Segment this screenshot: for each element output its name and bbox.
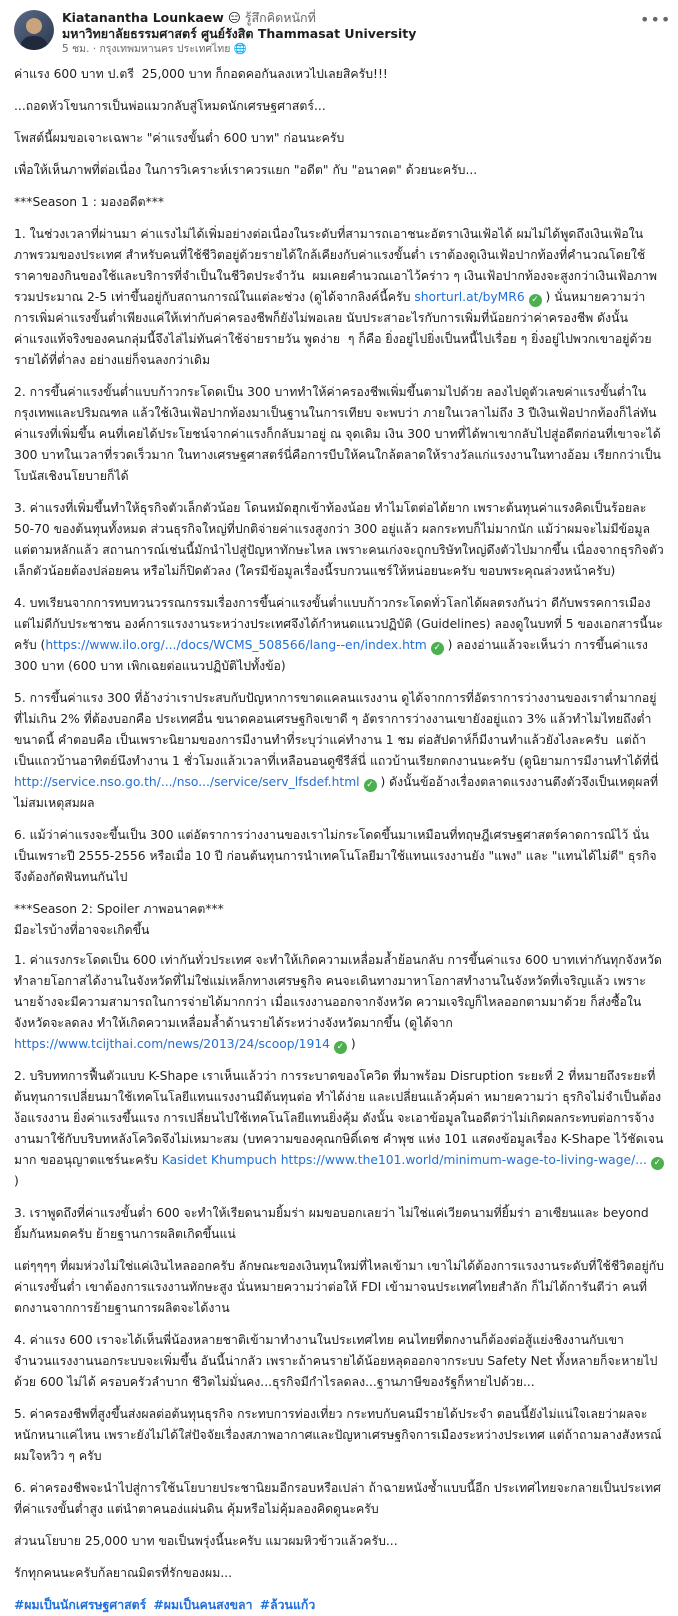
post-paragraph: รักทุกคนนะครับก้ลยาณมิตรที่รักของผม...: [14, 1566, 233, 1580]
section-heading: ***Season 1 : มองอดีต***: [14, 195, 165, 209]
section-heading: ***Season 2: Spoiler ภาพอนาคต*** มีอะไรบ้างที่อาจจะเกิดขึ้น: [14, 902, 224, 937]
post-paragraph: โพสต์นี้ผมขอเจาะเฉพาะ "ค่าแรงขั้นต่ำ 600 บาท" ก่อนนะครับ: [14, 131, 345, 145]
hashtag[interactable]: #ผมเป็นนักเศรษฐศาสตร์: [14, 1598, 147, 1612]
post-paragraph: ส่วนนโยบาย 25,000 บาท ขอเป็นพรุ่งนี้นะครับ แมวผมหิวข้าวแล้วครับ...: [14, 1534, 398, 1548]
author-name[interactable]: Kiatanantha Lounkaew: [62, 10, 224, 25]
the101-link[interactable]: Kasidet Khumpuch https://www.the101.world/minimum-wage-to-living-wage/...: [161, 1153, 647, 1167]
post-paragraph: 1. ในช่วงเวลาที่ผ่านมา ค่าแรงไม่ได้เพิ่มอย่างต่อเนื่องในระดับที่สามารถเอาชนะอัตราเงินเฟ้อได้ ผมไม่ได้พูดถึงเงินเฟ้อในภาพรวมของประเทศ สำหรับคนที่ใช้ชีวิตอยู่ด้วยรายได้ใกล้เคียงกับค่าแรงขั้นต่ำ เราต้องดูเงินเฟ้อปากท้องที่คำนวณโดยใช้ราคาของกินของใช้และบริการที่จำเป็นในชีวิตประจำวัน ผมเคยคำนวณเอาไว้คร่าว ๆ เงินเฟ้อปากท้องจะสูงกว่าเงินเฟ้อภาพรวมประมาณ 2-5 เท่าขึ้นอยู่กับสถานการณ์ในแต่ละช่วง (ดูได้จากลิงค์นี้ครับ shorturl.at/byMR6 ✓ ) นั่นหมายความว่า การเพิ่มค่าแรงขั้นต่ำเพียงแค่ให้เท่ากับค่าครองชีพก็ยังไม่พอเลย นับประสาอะไรกับการเพิ่มที่น้อยกว่าค่าครองชีพ ดังนั้น ค่าแรงแท้จริงของคนกลุ่มนี้จึงไล่ไม่ทันค่าใช้จ่ายรายวัน พูดง่าย ๆ ก็คือ ยิ่งอยู่ไปยิ่งเป็นหนี้ไปเรื่อย ๆ ยิ่งอยู่ไปพวกเขาอยู่ด้วยรายได้ที่ต่ำลง อย่างแย่ก็จนลงกว่าเดิม: [14, 227, 657, 367]
post-paragraph: ...ถอดหัวโขนการเป็นพ่อแมวกลับสู่โหมดนักเศรษฐศาสตร์...: [14, 99, 326, 113]
post-paragraph: 3. เราพูดถึงที่ค่าแรงขั้นต่ำ 600 จะทำให้เรียดนามยิ้มร่า ผมขอบอกเลยว่า ไม่ใช่แค่เวียดนามที่ยิ้มร่า อาเซียนและ beyond ยิ้มกันหมดครับ ย้ายฐานการผลิตเกิดขึ้นแน่: [14, 1206, 653, 1241]
post-paragraph: 4. ค่าแรง 600 เราจะได้เห็นพี่น้องหลายชาติเข้ามาทำงานในประเทศไทย คนไทยที่ตกงานก็ต้องต่อสู้แย่งชิงงานกับเขา จำนวนแรงงานนอกระบบจะเพิ่มขึ้น อันนี้น่ากลัว เพราะถ้าคนรายได้น้อยหลุดออกจากระบบ Safety Net ทั้งหลายก็จะหายไปด้วย 600 ไม่ได้ ครอบครัวลำบาก ชีวิตไม่มั่นคง...ธุรกิจมีกำไรลดลง...ฐานภาษีของรัฐก็หายไปด้วย...: [14, 1333, 658, 1389]
post-paragraph: ค่าแรง 600 บาท ป.ตรี 25,000 บาท ก็กอดคอกันลงเหวไปเลยสิครับ!!!: [14, 67, 388, 81]
post-paragraph: 5. การขึ้นค่าแรง 300 ที่อ้างว่าเราประสบกับปัญหาการขาดแคลนแรงงาน ดูได้จากการที่อัตราการว่างงานของเราต่ำมากอยู่ที่ไม่เกิน 2% ที่ต้องบอกคือ ประเทศอื่น ขนาดคอนเศรษฐกิจเขาดี ๆ อัตราการว่างงานเขายังอยู่แถว 3% แล้วทำไมไทยถึงต่ำขนาดนี้ คำตอบคือ เป็นเพราะนิยามของการมีงานทำที่ระบุว่าแค่ทำงาน 1 ชม ต่อสัปดาห์ก็มีงานทำแล้วยังไงละครับ แต่ถ้าเป็นแถวบ้านอาทิตย์นึงทำงาน 1 ชั่วโมงแล้วเวลาที่เหลือนอนดูซีรีส์นี่ แถวบ้านเรียกตกงานนะครับ (ดูนิยามการมีงานทำได้ที่นี่ http://service.nso.go.th/.../nso.../service/serv_lfsdef.html ✓ ) ดังนั้นข้ออ้างเรื่องตลาดแรงงานตึงตัวจึงเป็นเหตุผลที่ไม่สมเหตุสมผล: [14, 691, 659, 810]
feeling-text: รู้สึกคิดหนักที่: [244, 10, 316, 25]
post-time[interactable]: 5 ชม.: [62, 43, 90, 55]
post-body: [14, 64, 668, 1616]
post-paragraph: แต่ๆๆๆๆ ที่ผมห่วงไม่ใช่แค่เงินไหลออกครับ ลักษณะของเงินทุนใหม่ที่ไหลเข้ามา เขาไม่ได้ต้องการแรงงานระดับที่ใช้ชีวิตอยู่กับค่าแรงขั้นต่ำ เขาต้องการแรงงานทักษะสูง นั่นหมายความว่าต่อให้ FDI เข้ามาจนประเทศไทยสำลัก ก็ไม่ได้การันตีว่า คนที่ตกงานจากการย้ายฐานการผลิตจะได้งาน: [14, 1259, 664, 1315]
post-paragraph: 1. ค่าแรงกระโดดเป็น 600 เท่ากันทั่วประเทศ จะทำให้เกิดความเหลื่อมล้ำย้อนกลับ การขึ้นค่าแรง 600 บาทเท่ากันทุกจังหวัด ทำลายโอกาสได้งานในจังหวัดที่ไม่ใช่แม่เหล็กทางเศรษฐกิจ คนจะเดินทางมาหาโอกาสทำงานในจังหวัดที่เจริญแล้ว เพราะนายจ้างจะมีความสามารถในการจ่ายได้มากกว่า เมื่อแรงงานออกจากจังหวัด ความเจริญก็ไหลออกตามมาด้วย ก็ส่งซื้อในจังหวัดจะลดลง ทำให้เกิดความเหลื่อมล้ำด้านรายได้ระหว่างจังหวัดมากขึ้น (ดูได้จาก https://www.tcijthai.com/news/2013/24/scoop/1914 ✓ ): [14, 953, 666, 1052]
ilo-link[interactable]: https://www.ilo.org/.../docs/WCMS_508566/lang--en/index.htm: [45, 638, 427, 652]
post-paragraph: 6. ค่าครองชีพจะนำไปสู่การใช้นโยบายประชานิยมอีกรอบหรือเปล่า ถ้าฉายหนังซ้ำแบบนี้อีก ประเทศไทยจะกลายเป็นประเทศที่ค่าแรงขั้นต่ำสูง แต่นำตาคนอง่แผ่นดิน คุ้มหรือไม่คุ้มลองคิดดูนะครับ: [14, 1481, 661, 1516]
place-name[interactable]: มหาวิทยาลัยธรรมศาสตร์ ศูนย์รังสิต Thammasat University: [62, 26, 417, 41]
nso-link[interactable]: http://service.nso.go.th/.../nso.../service/serv_lfsdef.html: [14, 775, 360, 789]
post-paragraph: 4. บทเรียนจากการทบทวนวรรณกรรมเรื่องการขึ้นค่าแรงขั้นต่ำแบบก้าวกระโดดทั่วโลกได้ผลตรงกันว่า ดีกับพรรคการเมือง แต่ไม่ดีกับประชาชน องค์การแรงงานระหว่างประเทศจึงได้กำหนดแนวปฏิบัติ (Guidelines) ลองดูในบทที่ 5 ของเอกสารนี้นะครับ (https://www.ilo.org/.../docs/WCMS_508566/lang--en/index.htm ✓ ) ลองอ่านแล้วจะเห็นว่า การขึ้นค่าแรง 300 บาท (600 บาท เพิกเฉยต่อแนวปฏิบัติไปทั้งข้อ): [14, 596, 663, 673]
verified-check-icon: ✓: [651, 1157, 664, 1170]
post-paragraph: 2. การขึ้นค่าแรงขั้นต่ำแบบก้าวกระโดดเป็น 300 บาททำให้ค่าครองชีพเพิ่มขึ้นตามไปด้วย ลองไปดูตัวเลขค่าแรงขั้นต่ำในกรุงเทพและปริมณฑล แล้วใช้เงินเฟ้อปากท้องมาเป็นฐานในการเทียบ จะพบว่า ภายในเวลาไม่ถึง 3 ปีเงินเฟ้อปากท้องก็ไล่ทันค่าแรงที่เพิ่มขึ้น คนที่เคยได้ประโยชน์จากค่าแรงก็กลับมาอยู่ ณ จุดเดิม เงิน 300 บาทที่ได้พาเขากลับไปสู่อดีตก่อนที่เขาจะได้ 300 บาทในเวลาที่รวดเร็วมาก ในทางเศรษฐศาสตร์นี่คือการบีบให้คนใกล้ตลาดให้รางวัลแก่แรงงานในทางอ้อม เรียกกว่าเป็นโบนัสเชิงนโยบายก็ได้: [14, 385, 665, 483]
post-header: [14, 10, 672, 62]
post-location[interactable]: กรุงเทพมหานคร ประเทศไทย: [99, 43, 231, 55]
verified-check-icon: ✓: [364, 779, 377, 792]
shorturl-link[interactable]: shorturl.at/byMR6: [414, 290, 525, 304]
more-options-icon[interactable]: •••: [640, 10, 672, 29]
hashtags: [14, 1595, 664, 1616]
tcijthai-link[interactable]: https://www.tcijthai.com/news/2013/24/scoop/1914: [14, 1037, 330, 1051]
verified-check-icon: ✓: [334, 1041, 347, 1054]
post-paragraph: 6. แม้ว่าค่าแรงจะขึ้นเป็น 300 แต่อัตราการว่างงานของเราไม่กระโดดขึ้นมาเหมือนที่ทฤษฎีเศรษฐศาสตร์คาดการณ์ไว้ นั่นเป็นเพราะปี 2555-2556 หรือเมื่อ 10 ปี ก่อนต้นทุนการนำเทคโนโลยีมาใช้แทนแรงงานยัง "แพง" และ "แทนได้ไม่ดี" ธุรกิจจึงต้องกัดฟันทนกันไป: [14, 828, 657, 884]
hashtag[interactable]: #ล้วนแก้ว: [259, 1598, 316, 1612]
feeling-emoji: 😑: [227, 10, 241, 25]
verified-check-icon: ✓: [529, 294, 542, 307]
author-info: [62, 10, 640, 57]
globe-icon: 🌐: [233, 43, 247, 55]
post-paragraph: 3. ค่าแรงที่เพิ่มขึ้นทำให้ธุรกิจตัวเล็กตัวน้อย โดนหมัดฮุกเข้าท้องน้อย ทำไมโตต่อได้ยาก เพราะต้นทุนค่าแรงคิดเป็นร้อยละ 50-70 ของต้นทุนทั้งหมด ส่วนธุรกิจใหญ่ที่ปกติจ่ายค่าแรงสูงกว่า 300 อยู่แล้ว ผลกระทบก็ไม่มากนัก แม้ว่าผมจะไม่มีข้อมูล แต่ตามหลักแล้ว สถานการณ์เช่นนี้มักนำไปสู่ปัญหาทักษะไหล เพราะคนเก่งจะถูกบริษัทใหญ่ดึงตัวไปมากขึ้น เนื่องจากธุรกิจตัวเล็กตัวน้อยต้องปล่อยคน หรือไม่ก็ปิดตัวลง (ใครมีข้อมูลเรื่องนี้รบกวนแชร์ให้หน่อยนะครับ ขอบพระคุณล่วงหน้าครับ): [14, 501, 664, 578]
post-paragraph: 5. ค่าครองชีพที่สูงขึ้นส่งผลต่อต้นทุนธุรกิจ กระทบการท่องเที่ยว กระทบกับคนมีรายได้ประจำ ตอนนี้ยังไม่แน่ใจเลยว่าผลจะหนักหนาแค่ไหน เพราะยังไม่ได้ใส่ปัจจัยเรื่องสภาพอากาศและปัญหาเศรษฐกิจการเมืองระหว่างประเทศ แต่ถ้าถามลางสังหรณ์ ผมใจหวิว ๆ ครับ: [14, 1407, 666, 1463]
hashtag[interactable]: #ผมเป็นคนสงขลา: [153, 1598, 253, 1612]
avatar[interactable]: [14, 10, 54, 50]
post-meta: 5 ชม. · กรุงเทพมหานคร ประเทศไทย 🌐: [62, 43, 247, 55]
post-paragraph: เพื่อให้เห็นภาพที่ต่อเนื่อง ในการวิเคราะห์เราควรแยก "อดีต" กับ "อนาคต" ด้วยนะครับ...: [14, 163, 478, 177]
verified-check-icon: ✓: [431, 642, 444, 655]
post-paragraph: 2. บริบททการฟื้นตัวแบบ K-Shape เราเห็นแล้วว่า การระบาดของโควิด ที่มาพร้อม Disruption ระยะที่ 2 ที่หมายถึงระยะที่ต้นทุนการเปลี่ยนมาใช้เทคโนโลยีแทนแรงงานมีต้นทุนต่อ ทำได้ง่าย และเปลี่ยนแล้วคุ้มค่า หมายความว่า ธุรกิจไม่จำเป็นต้องง้อแรงงาน ยิ่งค่าแรงขึ้นแรง การเปลี่ยนไปใช้เทคโนโลยีแทนยิ่งคุ้ม ดังนั้น จะเอาข้อมูลในอดีตว่าไม่เกิดผลกระทบต่อการจ้างงานมาใช้กับบริบทหลังโควิดจึงไม่เหมาะสม (บทความของคุณกษิดิ์เดช คำพุช แห่ง 101 แสดงข้อมูลเรื่อง K-Shape ไว้ชัดเจนมาก ขออนุญาตแชร์นะครับ Kasidet Khumpuch https://www.the101.world/minimum-wage-to-living-wage/... ✓ ): [14, 1069, 668, 1188]
